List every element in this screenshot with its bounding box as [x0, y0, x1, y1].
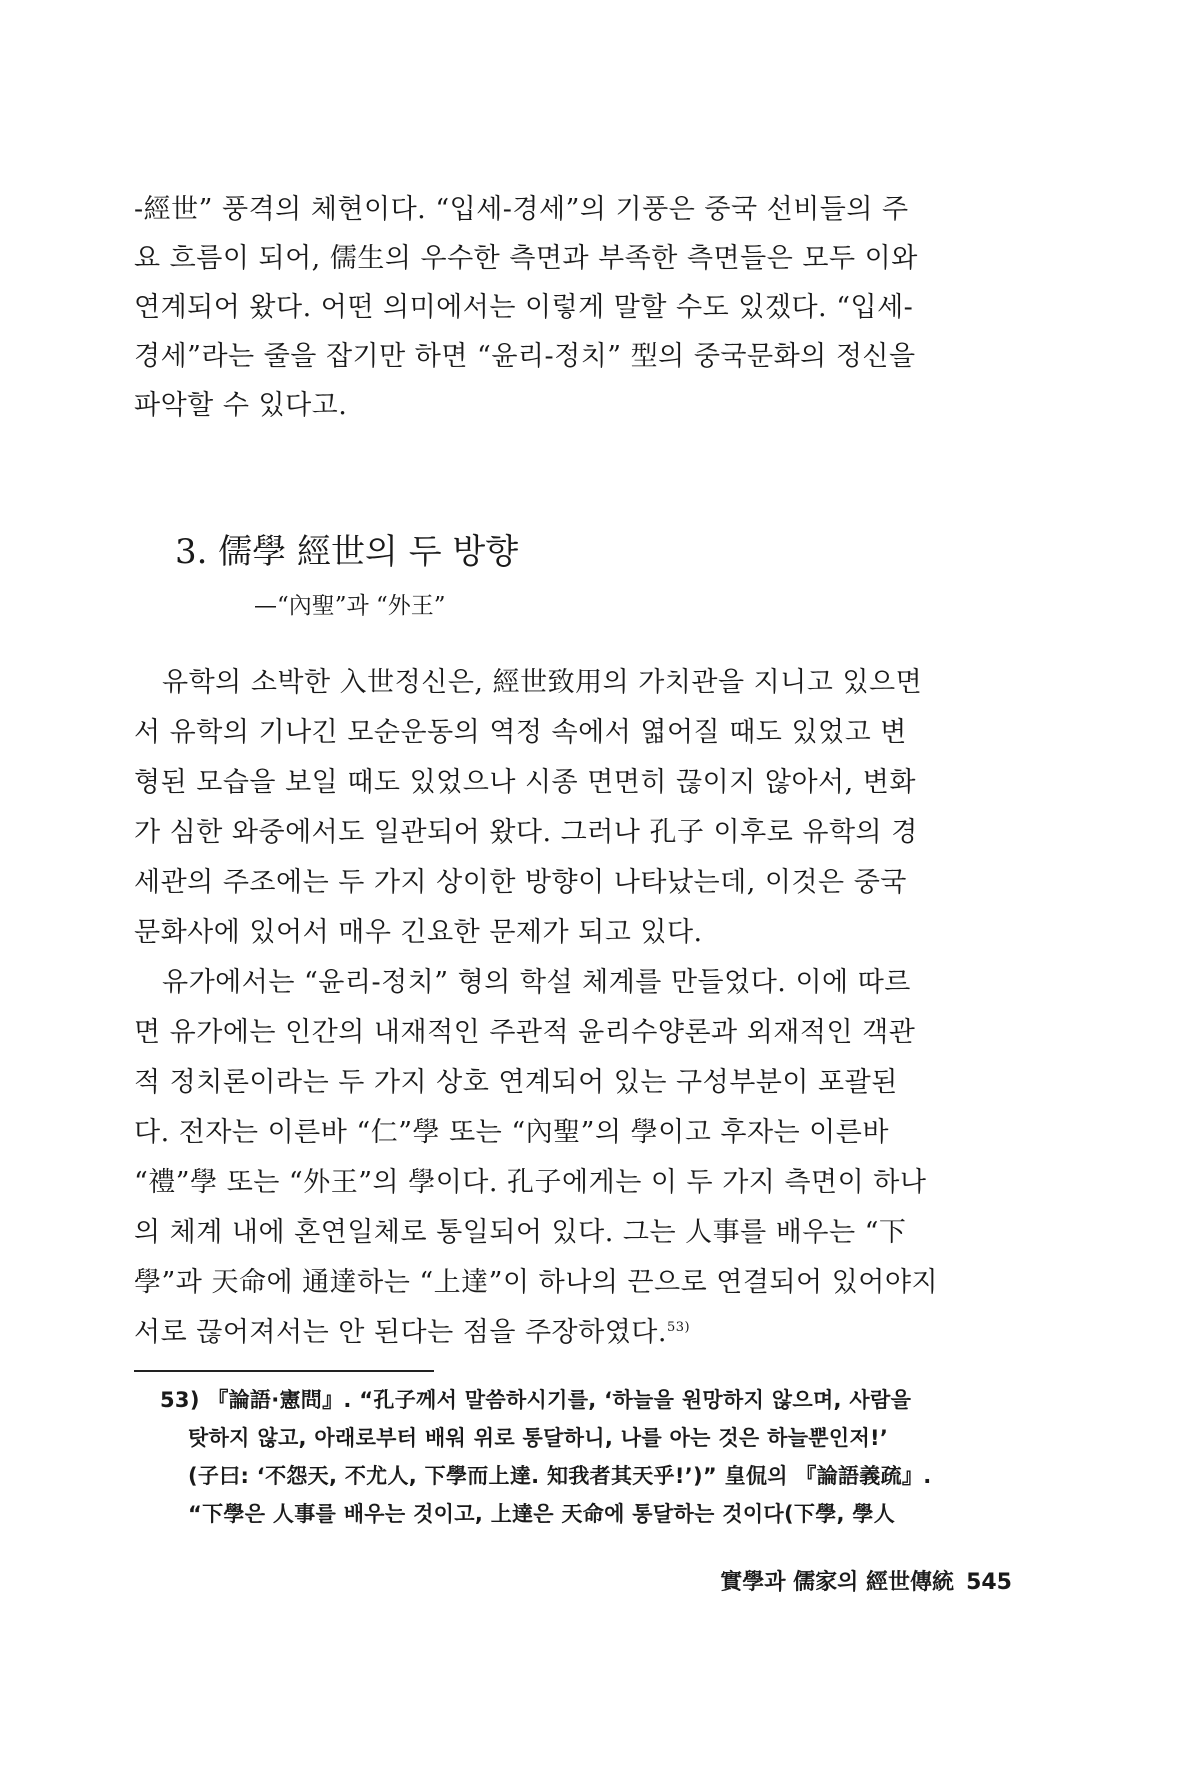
text-line: 연계되어 왔다. 어떤 의미에서는 이렇게 말할 수도 있겠다. “입세- — [134, 292, 914, 323]
paragraph-main — [134, 658, 1014, 1358]
text-line: 세관의 주조에는 두 가지 상이한 방향이 나타났는데, 이것은 중국 — [134, 867, 907, 898]
text-line: 요 흐름이 되어, 儒生의 우수한 측면과 부족한 측면들은 모두 이와 — [134, 243, 918, 274]
running-footer — [720, 1568, 1012, 1598]
footnote-line: “下學은 人事를 배우는 것이고, 上達은 天命에 통달하는 것이다(下學, 學人 — [188, 1502, 896, 1526]
footnote-reference[interactable]: 53) — [666, 1320, 691, 1335]
text-line: 다. 전자는 이른바 “仁”學 또는 “內聖”의 學이고 후자는 이른바 — [134, 1117, 889, 1148]
text-line: 가 심한 와중에서도 일관되어 왔다. 그러나 孔子 이후로 유학의 경 — [134, 817, 918, 848]
footnote — [160, 1381, 1020, 1533]
text-line: 서 유학의 기나긴 모순운동의 역정 속에서 엷어질 때도 있었고 변 — [134, 717, 907, 748]
footnote-line: 탓하지 않고, 아래로부터 배워 위로 통달하니, 나를 아는 것은 하늘뿐인저!’ — [188, 1426, 889, 1450]
footnote-line: 53) 『論語·憲問』. “孔子께서 말씀하시기를, ‘하늘을 원망하지 않으며, 사람을 — [160, 1388, 912, 1412]
text-line: 의 체계 내에 혼연일체로 통일되어 있다. 그는 人事를 배우는 “下 — [134, 1217, 907, 1248]
text-line: 문화사에 있어서 매우 긴요한 문제가 되고 있다. — [134, 917, 703, 948]
running-title: 實學과 儒家의 經世傳統 — [720, 1570, 955, 1595]
footnote-divider — [134, 1370, 434, 1372]
text-line: 경세”라는 줄을 잡기만 하면 “윤리-정치” 型의 중국문화의 정신을 — [134, 341, 916, 372]
paragraph-top — [134, 185, 1014, 430]
text-line: 면 유가에는 인간의 내재적인 주관적 윤리수양론과 외재적인 객관 — [134, 1017, 916, 1048]
text-line: 學”과 天命에 通達하는 “上達”이 하나의 끈으로 연결되어 있어야지 — [134, 1267, 939, 1298]
section-subheading: —“內聖”과 “外王” — [254, 593, 446, 619]
section-heading: 3. 儒學 經世의 두 방향 — [175, 532, 519, 572]
text-line: 적 정치론이라는 두 가지 상호 연계되어 있는 구성부분이 포괄된 — [134, 1067, 898, 1098]
page-number: 545 — [966, 1570, 1012, 1595]
text-line: 유학의 소박한 入世정신은, 經世致用의 가치관을 지니고 있으면 — [162, 667, 923, 698]
text-line: 서로 끊어져서는 안 된다는 점을 주장하였다. — [134, 1317, 667, 1348]
text-line: 유가에서는 “윤리-정치” 형의 학설 체계를 만들었다. 이에 따르 — [162, 967, 911, 998]
text-line: “禮”學 또는 “外王”의 學이다. 孔子에게는 이 두 가지 측면이 하나 — [134, 1167, 927, 1198]
text-line: 형된 모습을 보일 때도 있었으나 시종 면면히 끊이지 않아서, 변화 — [134, 767, 916, 798]
footnote-line: (子曰: ‘不怨天, 不尤人, 下學而上達. 知我者其天乎!’)” 皇侃의 『論語義疏』. — [188, 1464, 932, 1488]
text-line: 파악할 수 있다고. — [134, 390, 348, 421]
text-line: -經世” 풍격의 체현이다. “입세-경세”의 기풍은 중국 선비들의 주 — [134, 194, 909, 225]
text-line-with-note — [134, 1308, 1014, 1358]
